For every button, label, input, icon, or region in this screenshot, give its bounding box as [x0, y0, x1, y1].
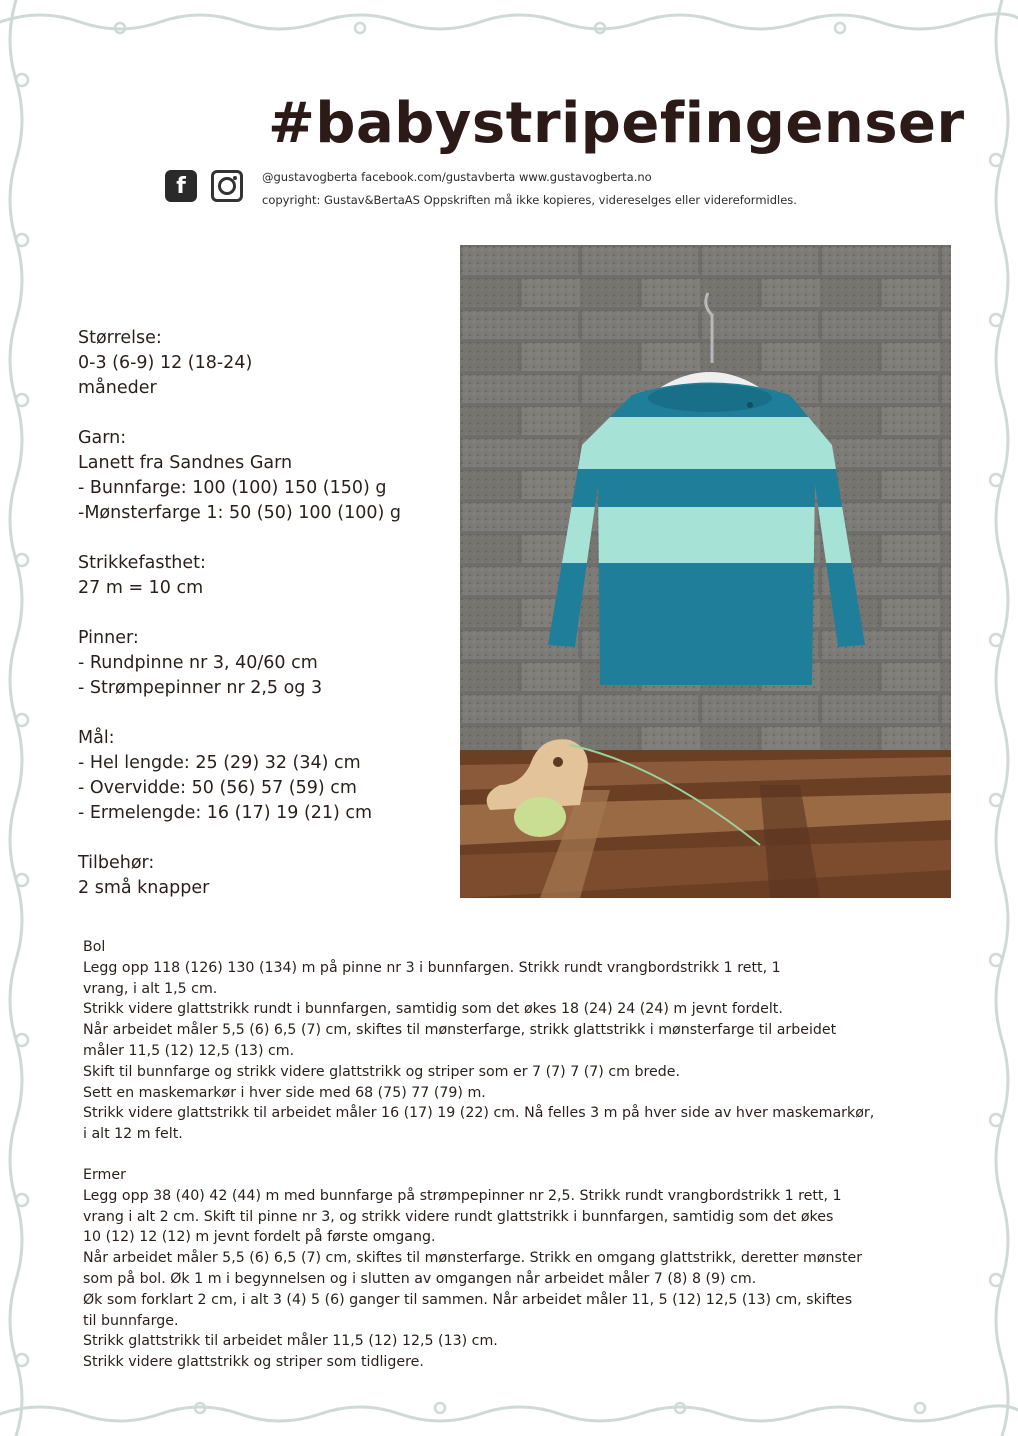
spec-line: - Hel lengde: 25 (29) 32 (34) cm — [78, 753, 361, 773]
social-links — [165, 170, 243, 202]
contact-links: @gustavogberta facebook.com/gustavberta www.gustavogberta.no — [262, 170, 652, 184]
spec-yarn — [78, 426, 448, 526]
spec-heading: Pinner: — [78, 628, 139, 648]
spec-line: Lanett fra Sandnes Garn — [78, 453, 293, 473]
instruction-line: vrang i alt 2 cm. Skift til pinne nr 3, og strikk videre rundt glattstrikk i bunnfargen, samtidig som det økes — [83, 1208, 834, 1225]
spec-line: - Ermelengde: 16 (17) 19 (21) cm — [78, 803, 373, 823]
contact-info — [262, 166, 797, 212]
spec-accessories — [78, 851, 448, 901]
instruction-line: 10 (12) 12 (12) m jevnt fordelt på første omgang. — [83, 1229, 436, 1246]
section-heading-bol: Bol — [83, 939, 106, 955]
spec-heading: Mål: — [78, 728, 115, 748]
instruction-line: vrang, i alt 1,5 cm. — [83, 980, 218, 997]
section-sleeves — [83, 1165, 943, 1373]
pattern-specs — [78, 326, 448, 926]
frame-left — [10, 0, 22, 1436]
spec-line: - Strømpepinner nr 2,5 og 3 — [78, 678, 323, 698]
frame-top — [0, 14, 1018, 29]
instruction-line: til bunnfarge. — [83, 1312, 179, 1329]
spec-line: måneder — [78, 378, 157, 398]
sweater-photo — [460, 245, 951, 898]
instruction-line: Legg opp 118 (126) 130 (134) m på pinne nr 3 i bunnfargen. Strikk rundt vrangbordstrikk 1 rett, 1 — [83, 959, 781, 976]
spec-heading: Strikkefasthet: — [78, 553, 206, 573]
section-body — [83, 937, 943, 1145]
instruction-line: som på bol. Øk 1 m i begynnelsen og i slutten av omgangen når arbeidet måler 7 (8) 8 (9) cm. — [83, 1270, 757, 1287]
spec-heading: Størrelse: — [78, 328, 162, 348]
facebook-icon[interactable]: f — [165, 170, 197, 202]
instructions — [83, 937, 943, 1373]
spec-heading: Garn: — [78, 428, 127, 448]
spec-line: - Rundpinne nr 3, 40/60 cm — [78, 653, 318, 673]
spec-size — [78, 326, 448, 401]
instruction-line: måler 11,5 (12) 12,5 (13) cm. — [83, 1042, 295, 1059]
instruction-line: Legg opp 38 (40) 42 (44) m med bunnfarge på strømpepinner nr 2,5. Strikk rundt vrangbordstrikk 1 rett, 1 — [83, 1187, 842, 1204]
spec-line: - Bunnfarge: 100 (100) 150 (150) g — [78, 478, 387, 498]
spec-measurements — [78, 726, 448, 826]
spec-line: 27 m = 10 cm — [78, 578, 204, 598]
spec-line: 2 små knapper — [78, 878, 210, 898]
instruction-line: Skift til bunnfarge og strikk videre glattstrikk og striper som er 7 (7) 7 (7) cm brede. — [83, 1063, 680, 1080]
instruction-line: Strikk videre glattstrikk til arbeidet måler 16 (17) 19 (22) cm. Nå felles 3 m på hver side av hver maskemarkør, — [83, 1105, 875, 1122]
spec-line: 0-3 (6-9) 12 (18-24) — [78, 353, 253, 373]
instruction-line: Når arbeidet måler 5,5 (6) 6,5 (7) cm, skiftes til mønsterfarge, strikk glattstrikk i mønsterfarge til arbeidet — [83, 1022, 837, 1039]
section-heading-ermer: Ermer — [83, 1166, 126, 1183]
instruction-line: i alt 12 m felt. — [83, 1126, 183, 1143]
copyright-notice: copyright: Gustav&BertaAS Oppskriften må ikke kopieres, videreselges eller videreformidles. — [262, 193, 797, 207]
spec-line: - Overvidde: 50 (56) 57 (59) cm — [78, 778, 357, 798]
instruction-line: Strikk glattstrikk til arbeidet måler 11,5 (12) 12,5 (13) cm. — [83, 1333, 498, 1350]
spec-heading: Tilbehør: — [78, 853, 155, 873]
spec-gauge — [78, 551, 448, 601]
frame-bottom — [0, 1406, 1018, 1421]
spec-needles — [78, 626, 448, 701]
page-title: #babystripefingenser — [268, 91, 965, 156]
instruction-line: Sett en maskemarkør i hver side med 68 (75) 77 (79) m. — [83, 1084, 486, 1101]
frame-right — [996, 0, 1008, 1436]
spec-line: -Mønsterfarge 1: 50 (50) 100 (100) g — [78, 503, 401, 523]
instruction-line: Strikk videre glattstrikk og striper som tidligere. — [83, 1354, 424, 1371]
instruction-line: Øk som forklart 2 cm, i alt 3 (4) 5 (6) ganger til sammen. Når arbeidet måler 11, 5 (12) 12,5 (13) cm, skiftes — [83, 1291, 853, 1308]
instruction-line: Når arbeidet måler 5,5 (6) 6,5 (7) cm, skiftes til mønsterfarge. Strikk en omgang glattstrikk, deretter mønster — [83, 1250, 863, 1267]
instagram-icon[interactable] — [211, 170, 243, 202]
instruction-line: Strikk videre glattstrikk rundt i bunnfargen, samtidig som det økes 18 (24) 24 (24) m jevnt fordelt. — [83, 1001, 783, 1018]
